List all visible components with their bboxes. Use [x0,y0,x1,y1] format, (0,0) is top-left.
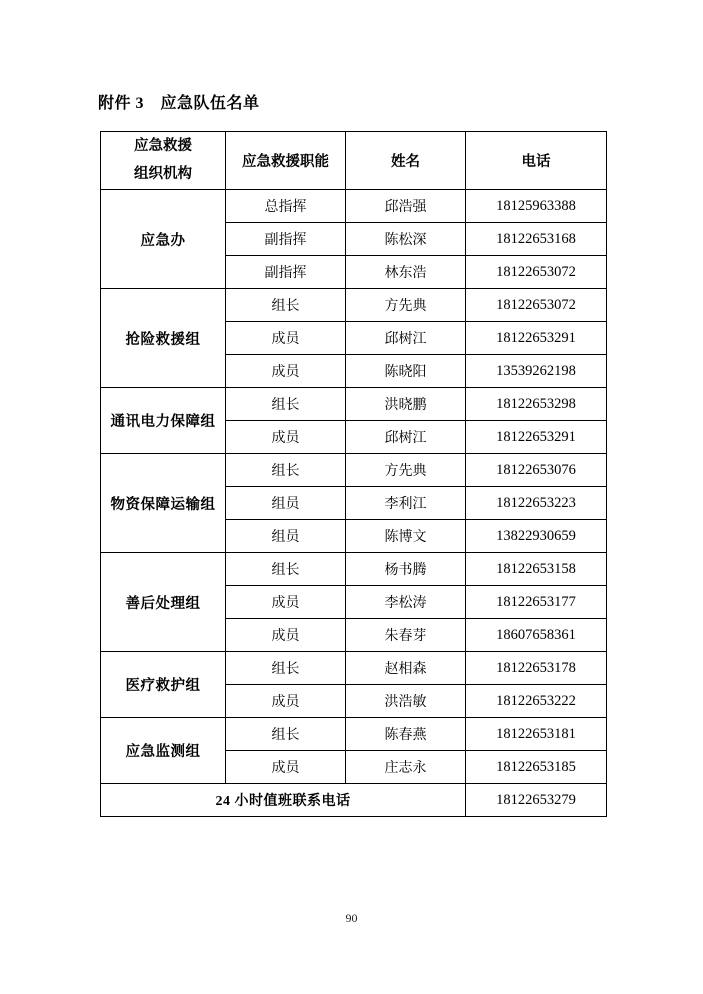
header-phone: 电话 [466,132,607,190]
name-cell: 洪晓鹏 [346,388,466,421]
group-cell: 医疗救护组 [101,652,226,718]
phone-cell: 13539262198 [466,355,607,388]
phone-cell: 13822930659 [466,520,607,553]
phone-cell: 18122653072 [466,289,607,322]
role-cell: 组长 [226,289,346,322]
name-cell: 陈春燕 [346,718,466,751]
group-cell: 应急办 [101,190,226,289]
header-row [101,132,607,190]
phone-cell: 18122653185 [466,751,607,784]
name-cell: 赵相森 [346,652,466,685]
phone-cell: 18122653223 [466,487,607,520]
emergency-team-table [100,131,607,817]
phone-cell: 18122653076 [466,454,607,487]
phone-cell: 18122653291 [466,421,607,454]
header-organization-line2: 组织机构 [134,165,192,182]
name-cell: 邱树江 [346,421,466,454]
name-cell: 庄志永 [346,751,466,784]
name-cell: 林东浩 [346,256,466,289]
group-cell: 物资保障运输组 [101,454,226,553]
phone-cell: 18607658361 [466,619,607,652]
role-cell: 总指挥 [226,190,346,223]
header-name: 姓名 [346,132,466,190]
name-cell: 李松涛 [346,586,466,619]
role-cell: 组长 [226,388,346,421]
header-role: 应急救援职能 [226,132,346,190]
duty-phone-value: 18122653279 [466,784,607,817]
name-cell: 方先典 [346,454,466,487]
phone-cell: 18125963388 [466,190,607,223]
table-row [101,652,607,685]
table-row [101,718,607,751]
name-cell: 朱春芽 [346,619,466,652]
role-cell: 成员 [226,322,346,355]
phone-cell: 18122653178 [466,652,607,685]
group-cell: 抢险救援组 [101,289,226,388]
table-row [101,388,607,421]
name-cell: 邱树江 [346,322,466,355]
role-cell: 成员 [226,586,346,619]
role-cell: 组员 [226,487,346,520]
phone-cell: 18122653072 [466,256,607,289]
name-cell: 洪浩敏 [346,685,466,718]
role-cell: 成员 [226,685,346,718]
role-cell: 副指挥 [226,223,346,256]
name-cell: 方先典 [346,289,466,322]
phone-cell: 18122653298 [466,388,607,421]
duty-phone-label: 24 小时值班联系电话 [101,784,466,817]
phone-cell: 18122653158 [466,553,607,586]
role-cell: 组长 [226,652,346,685]
name-cell: 李利江 [346,487,466,520]
role-cell: 副指挥 [226,256,346,289]
role-cell: 组长 [226,553,346,586]
page-number: 90 [345,911,358,925]
name-cell: 陈松深 [346,223,466,256]
phone-cell: 18122653222 [466,685,607,718]
table-body [101,190,607,817]
name-cell: 杨书腾 [346,553,466,586]
role-cell: 组长 [226,718,346,751]
attachment-title: 附件 3 应急队伍名单 [98,95,260,112]
group-cell: 善后处理组 [101,553,226,652]
table-row [101,190,607,223]
phone-cell: 18122653291 [466,322,607,355]
group-cell: 通讯电力保障组 [101,388,226,454]
header-organization [101,132,226,190]
header-organization-line1: 应急救援 [134,137,192,154]
role-cell: 成员 [226,751,346,784]
phone-cell: 18122653177 [466,586,607,619]
footer-row [101,784,607,817]
table-row [101,454,607,487]
name-cell: 邱浩强 [346,190,466,223]
name-cell: 陈博文 [346,520,466,553]
table-row [101,289,607,322]
role-cell: 组长 [226,454,346,487]
name-cell: 陈晓阳 [346,355,466,388]
role-cell: 成员 [226,355,346,388]
group-cell: 应急监测组 [101,718,226,784]
role-cell: 组员 [226,520,346,553]
table-row [101,553,607,586]
role-cell: 成员 [226,421,346,454]
phone-cell: 18122653181 [466,718,607,751]
phone-cell: 18122653168 [466,223,607,256]
role-cell: 成员 [226,619,346,652]
